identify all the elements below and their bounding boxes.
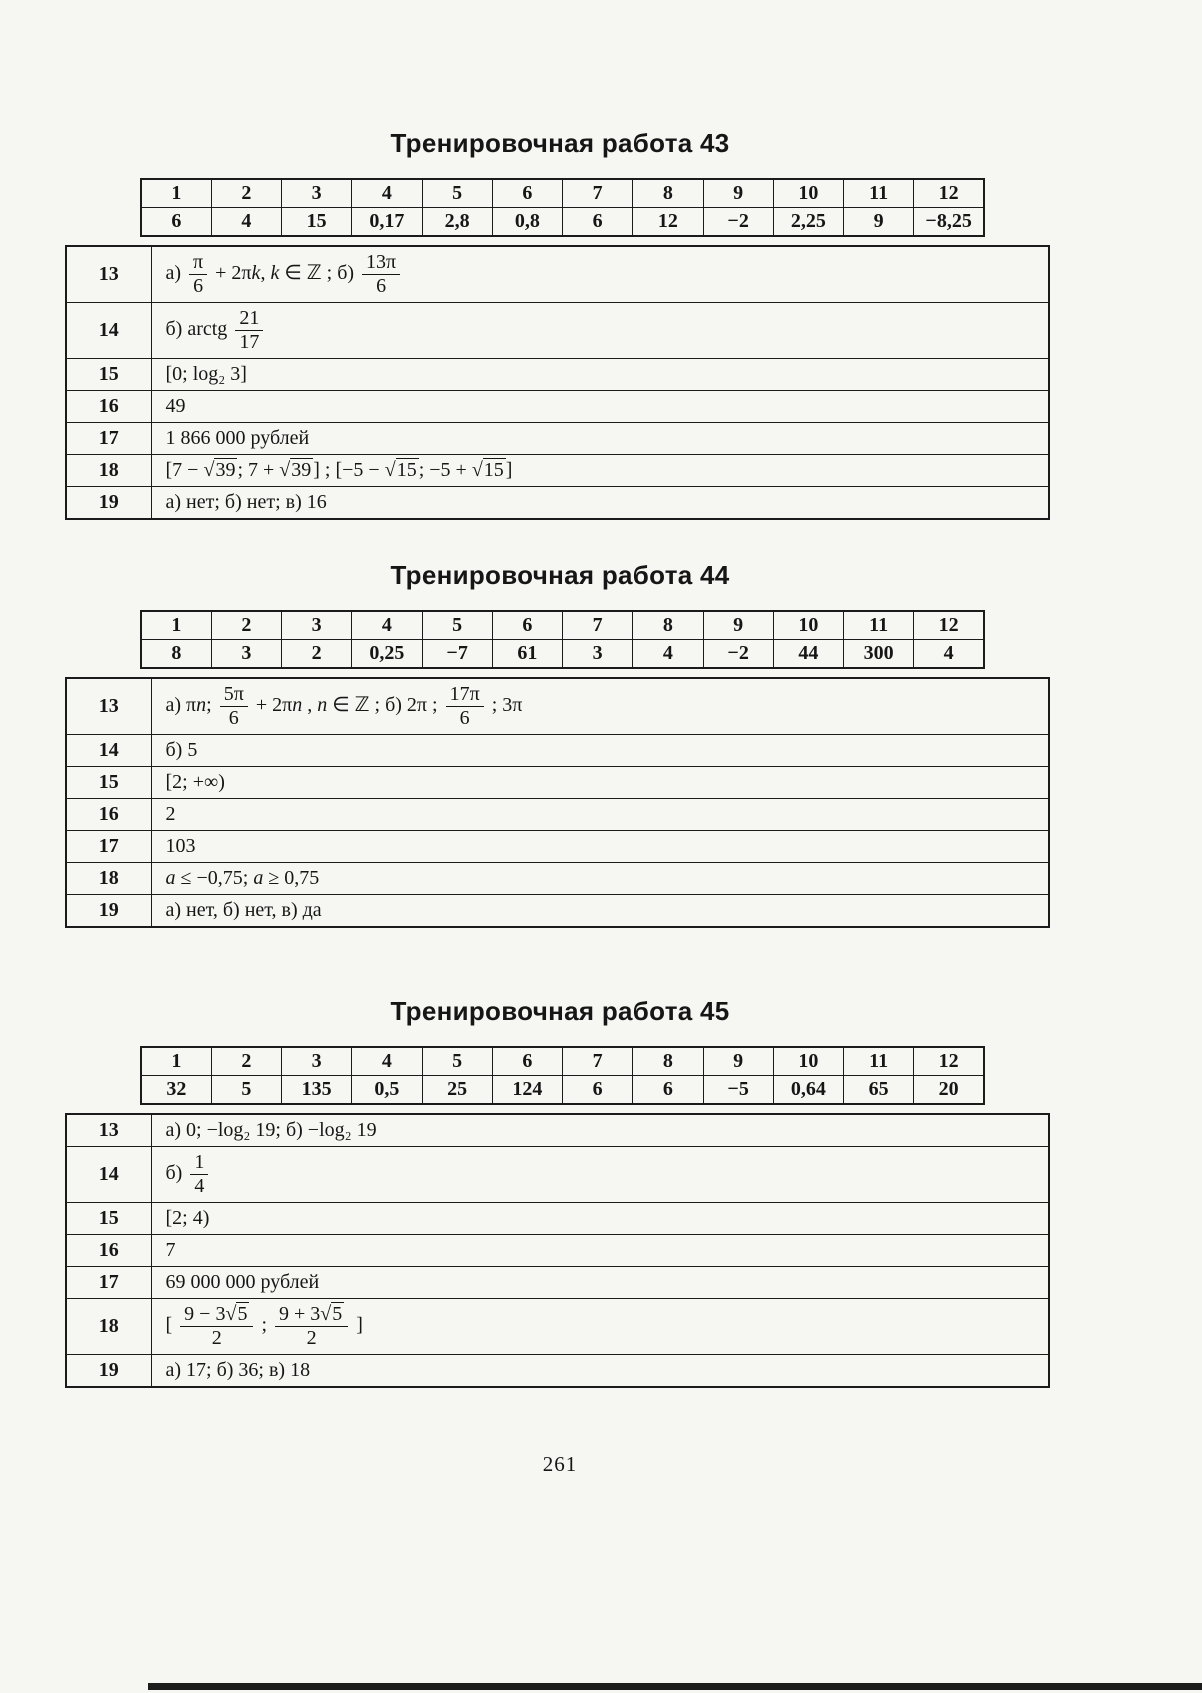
- answer-cell: [7 − √39 ; 7 + √39 ] ; [−5 − √15 ; −5 + √15 ]: [151, 455, 1049, 487]
- grid-header-cell: 4: [352, 1047, 422, 1076]
- grid-value-cell: 3: [211, 640, 281, 669]
- grid-value-cell: 8: [141, 640, 211, 669]
- grid-value-cell: 2,25: [773, 208, 843, 237]
- grid-value-cell: 6: [563, 208, 633, 237]
- grid-header-cell: 1: [141, 1047, 211, 1076]
- grid-header-cell: 3: [282, 1047, 352, 1076]
- section-work-44: [0, 560, 1202, 928]
- section-title: Тренировочная работа 45: [390, 996, 730, 1026]
- sqrt-radical: √15: [471, 459, 504, 481]
- grid-header-cell: 9: [703, 611, 773, 640]
- grid-header-cell: 6: [492, 179, 562, 208]
- grid-value-row: [141, 1076, 984, 1105]
- answer-cell: 69 000 000 рублей: [151, 1267, 1049, 1299]
- row-number-cell: 14: [66, 303, 151, 359]
- answer-cell: 1 866 000 рублей: [151, 423, 1049, 455]
- grid-header-cell: 2: [211, 1047, 281, 1076]
- grid-value-cell: 6: [141, 208, 211, 237]
- row-number-cell: 15: [66, 359, 151, 391]
- answer-row: [66, 1267, 1049, 1299]
- sqrt-radical: √5: [225, 1303, 248, 1325]
- grid-value-cell: 20: [914, 1076, 984, 1105]
- answer-cell: а) πn; $\frac{5\pi}{6}$ + 2πn , n ∈ ℤ ; б) 2π ; $\frac{17\pi}{6}$ ; 3π: [151, 678, 1049, 735]
- grid-value-cell: 2: [282, 640, 352, 669]
- page-number: 261: [542, 1452, 578, 1476]
- row-number-cell: 14: [66, 1147, 151, 1203]
- fraction: $\frac{13\pi}{6}$: [362, 251, 400, 298]
- row-number-cell: 18: [66, 1299, 151, 1355]
- answer-row: [66, 678, 1049, 735]
- grid-header-cell: 12: [914, 611, 984, 640]
- grid-value-cell: 12: [633, 208, 703, 237]
- grid-value-cell: 5: [211, 1076, 281, 1105]
- sqrt-radical: √39: [203, 459, 236, 481]
- sqrt-radical: √15: [384, 459, 417, 481]
- answers-grid-table: [140, 610, 985, 669]
- sqrt-radical: √5: [320, 1303, 343, 1325]
- grid-value-cell: 0,25: [352, 640, 422, 669]
- grid-value-cell: −8,25: [914, 208, 984, 237]
- grid-header-cell: 9: [703, 1047, 773, 1076]
- answer-row: [66, 1114, 1049, 1147]
- answers-detail-table: [65, 1113, 1050, 1388]
- grid-value-cell: 3: [563, 640, 633, 669]
- grid-value-cell: 4: [211, 208, 281, 237]
- grid-value-cell: 9: [844, 208, 914, 237]
- fraction: $\frac{\pi}{6}$: [189, 251, 207, 298]
- fraction: $\frac{9 - 3√5}{2}$: [180, 1303, 253, 1350]
- section-title: Тренировочная работа 43: [390, 128, 730, 158]
- grid-header-cell: 7: [563, 1047, 633, 1076]
- grid-header-cell: 10: [773, 179, 843, 208]
- grid-header-cell: 7: [563, 611, 633, 640]
- answer-row: [66, 303, 1049, 359]
- answer-cell: a ≤ −0,75; a ≥ 0,75: [151, 863, 1049, 895]
- grid-value-cell: 0,64: [773, 1076, 843, 1105]
- section-work-43: [0, 128, 1202, 520]
- answers-grid-table: [140, 178, 985, 237]
- grid-header-cell: 7: [563, 179, 633, 208]
- grid-value-cell: 61: [492, 640, 562, 669]
- answer-row: [66, 423, 1049, 455]
- answer-cell: 49: [151, 391, 1049, 423]
- answer-row: [66, 1235, 1049, 1267]
- grid-value-cell: 6: [633, 1076, 703, 1105]
- grid-header-row: [141, 1047, 984, 1076]
- grid-value-cell: 124: [492, 1076, 562, 1105]
- section-title: Тренировочная работа 44: [390, 560, 730, 590]
- grid-header-cell: 3: [282, 179, 352, 208]
- answer-row: [66, 831, 1049, 863]
- fraction: $\frac{9 + 3√5}{2}$: [275, 1303, 348, 1350]
- sqrt-radical: √39: [279, 459, 312, 481]
- row-number-cell: 16: [66, 391, 151, 423]
- section-work-45: [0, 996, 1202, 1388]
- grid-header-cell: 10: [773, 611, 843, 640]
- row-number-cell: 15: [66, 767, 151, 799]
- grid-value-cell: 4: [914, 640, 984, 669]
- grid-header-cell: 5: [422, 1047, 492, 1076]
- grid-header-cell: 5: [422, 179, 492, 208]
- grid-header-cell: 12: [914, 1047, 984, 1076]
- answers-detail-table: [65, 677, 1050, 928]
- answer-row: [66, 1299, 1049, 1355]
- row-number-cell: 15: [66, 1203, 151, 1235]
- grid-value-cell: −5: [703, 1076, 773, 1105]
- grid-header-cell: 6: [492, 1047, 562, 1076]
- answer-row: [66, 359, 1049, 391]
- grid-header-cell: 1: [141, 179, 211, 208]
- answer-cell: а) нет; б) нет; в) 16: [151, 487, 1049, 520]
- grid-header-cell: 2: [211, 611, 281, 640]
- grid-header-cell: 8: [633, 179, 703, 208]
- grid-value-cell: 4: [633, 640, 703, 669]
- grid-value-cell: 32: [141, 1076, 211, 1105]
- grid-value-cell: 300: [844, 640, 914, 669]
- grid-header-cell: 1: [141, 611, 211, 640]
- answer-cell: б) $\frac{1}{4}$: [151, 1147, 1049, 1203]
- grid-value-cell: 6: [563, 1076, 633, 1105]
- fraction: $\frac{17\pi}{6}$: [446, 683, 484, 730]
- answer-row: [66, 895, 1049, 928]
- row-number-cell: 19: [66, 1355, 151, 1388]
- answer-row: [66, 246, 1049, 303]
- answer-cell: 7: [151, 1235, 1049, 1267]
- grid-value-cell: −2: [703, 208, 773, 237]
- answer-cell: [0; log₂ 3]: [151, 359, 1049, 391]
- answer-cell: [ $\frac{9 - 3√5}{2}$ ; $\frac{9 + 3√5}{2}$ ]: [151, 1299, 1049, 1355]
- row-number-cell: 13: [66, 1114, 151, 1147]
- grid-value-cell: 25: [422, 1076, 492, 1105]
- grid-value-cell: 0,17: [352, 208, 422, 237]
- grid-header-cell: 12: [914, 179, 984, 208]
- answer-cell: а) 0; −log₂ 19; б) −log₂ 19: [151, 1114, 1049, 1147]
- grid-header-cell: 8: [633, 1047, 703, 1076]
- row-number-cell: 19: [66, 895, 151, 928]
- grid-header-cell: 6: [492, 611, 562, 640]
- row-number-cell: 16: [66, 799, 151, 831]
- grid-value-cell: 44: [773, 640, 843, 669]
- answer-row: [66, 767, 1049, 799]
- answer-cell: а) нет, б) нет, в) да: [151, 895, 1049, 928]
- answer-cell: 2: [151, 799, 1049, 831]
- grid-value-cell: −2: [703, 640, 773, 669]
- row-number-cell: 18: [66, 863, 151, 895]
- row-number-cell: 17: [66, 1267, 151, 1299]
- grid-header-cell: 11: [844, 611, 914, 640]
- answer-row: [66, 799, 1049, 831]
- grid-header-cell: 4: [352, 611, 422, 640]
- grid-header-cell: 5: [422, 611, 492, 640]
- scan-artifact-line: [148, 1683, 1202, 1690]
- grid-value-cell: 2,8: [422, 208, 492, 237]
- answer-row: [66, 1203, 1049, 1235]
- fraction: $\frac{5\pi}{6}$: [220, 683, 248, 730]
- answers-grid-table: [140, 1046, 985, 1105]
- grid-value-cell: 0,8: [492, 208, 562, 237]
- row-number-cell: 13: [66, 246, 151, 303]
- grid-value-cell: 15: [282, 208, 352, 237]
- answer-row: [66, 863, 1049, 895]
- grid-value-cell: 0,5: [352, 1076, 422, 1105]
- answer-cell: б) arctg $\frac{21}{17}$: [151, 303, 1049, 359]
- answer-row: [66, 1147, 1049, 1203]
- answer-row: [66, 1355, 1049, 1388]
- grid-header-cell: 11: [844, 179, 914, 208]
- row-number-cell: 17: [66, 831, 151, 863]
- grid-value-cell: 65: [844, 1076, 914, 1105]
- answer-cell: б) 5: [151, 735, 1049, 767]
- row-number-cell: 16: [66, 1235, 151, 1267]
- grid-header-cell: 4: [352, 179, 422, 208]
- grid-value-row: [141, 208, 984, 237]
- answers-detail-table: [65, 245, 1050, 520]
- fraction: $\frac{21}{17}$: [235, 307, 263, 354]
- answer-cell: а) $\frac{\pi}{6}$ + 2πk, k ∈ ℤ ; б) $\frac{13\pi}{6}$: [151, 246, 1049, 303]
- row-number-cell: 18: [66, 455, 151, 487]
- grid-header-row: [141, 179, 984, 208]
- fraction: $\frac{1}{4}$: [190, 1151, 208, 1198]
- row-number-cell: 17: [66, 423, 151, 455]
- grid-header-cell: 2: [211, 179, 281, 208]
- row-number-cell: 14: [66, 735, 151, 767]
- grid-value-cell: −7: [422, 640, 492, 669]
- answer-cell: [2; +∞): [151, 767, 1049, 799]
- grid-header-cell: 3: [282, 611, 352, 640]
- grid-header-cell: 11: [844, 1047, 914, 1076]
- row-number-cell: 13: [66, 678, 151, 735]
- grid-header-row: [141, 611, 984, 640]
- answer-row: [66, 391, 1049, 423]
- row-number-cell: 19: [66, 487, 151, 520]
- answer-cell: [2; 4): [151, 1203, 1049, 1235]
- grid-header-cell: 9: [703, 179, 773, 208]
- answer-row: [66, 487, 1049, 520]
- answer-cell: 103: [151, 831, 1049, 863]
- answer-cell: а) 17; б) 36; в) 18: [151, 1355, 1049, 1388]
- answer-row: [66, 735, 1049, 767]
- grid-header-cell: 10: [773, 1047, 843, 1076]
- grid-value-row: [141, 640, 984, 669]
- answer-row: [66, 455, 1049, 487]
- grid-header-cell: 8: [633, 611, 703, 640]
- grid-value-cell: 135: [282, 1076, 352, 1105]
